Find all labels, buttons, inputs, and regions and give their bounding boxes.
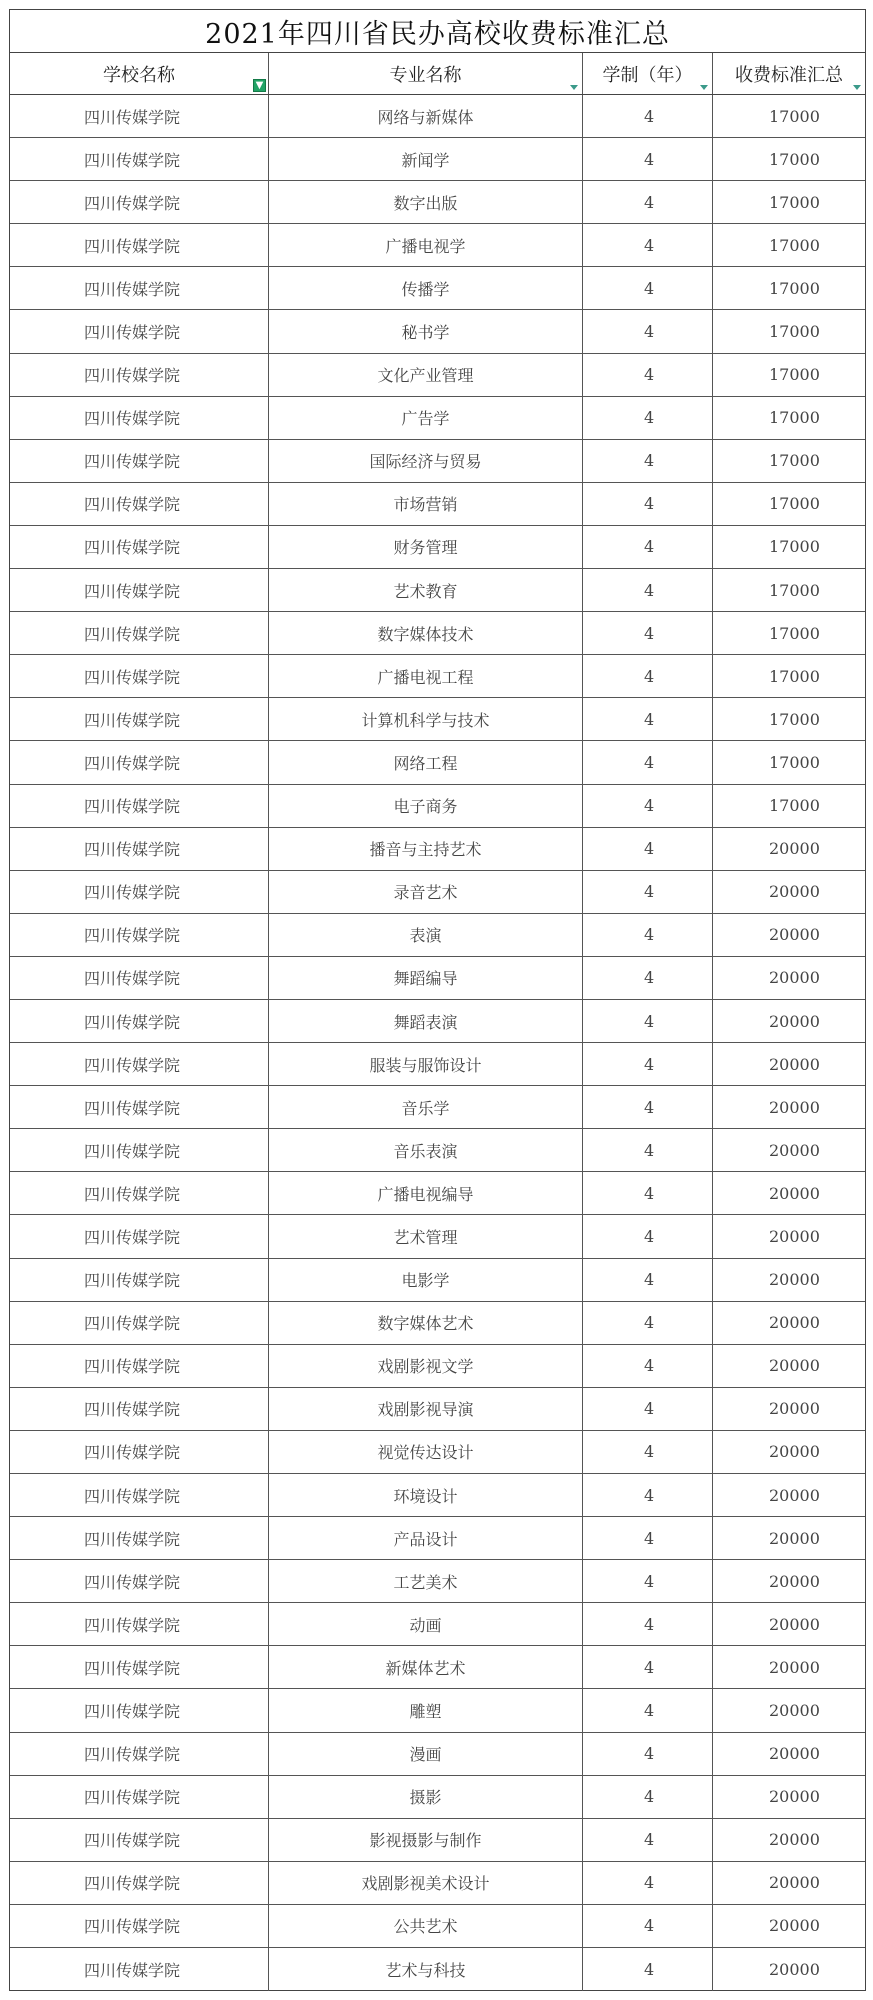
cell-school[interactable]: 四川传媒学院 — [10, 1129, 269, 1171]
table-row — [10, 1474, 865, 1517]
cell-fee[interactable]: 20000 — [769, 1356, 820, 1376]
cell-duration[interactable]: 4 — [583, 1215, 713, 1257]
cell-fee[interactable]: 17000 — [769, 365, 820, 385]
cell-duration[interactable]: 4 — [583, 1129, 713, 1171]
cell-school[interactable]: 四川传媒学院 — [10, 871, 269, 913]
header-major[interactable] — [269, 53, 583, 94]
cell-major[interactable]: 舞蹈表演 — [269, 1000, 583, 1042]
table-row — [10, 1905, 865, 1948]
cell-school[interactable]: 四川传媒学院 — [10, 526, 269, 568]
cell-school[interactable]: 四川传媒学院 — [10, 354, 269, 396]
table-row — [10, 1259, 865, 1302]
cell-major[interactable]: 新媒体艺术 — [269, 1646, 583, 1688]
header-row — [10, 53, 865, 95]
cell-fee[interactable]: 17000 — [769, 666, 820, 686]
cell-school[interactable]: 四川传媒学院 — [10, 1302, 269, 1344]
header-duration[interactable] — [583, 53, 713, 94]
cell-school[interactable]: 四川传媒学院 — [10, 1819, 269, 1861]
cell-school[interactable]: 四川传媒学院 — [10, 569, 269, 611]
table-row — [10, 1560, 865, 1603]
cell-fee[interactable]: 17000 — [769, 408, 820, 428]
dropdown-arrow-icon[interactable] — [700, 85, 708, 90]
cell-fee[interactable]: 17000 — [769, 278, 820, 298]
table-row — [10, 1388, 865, 1431]
table-row — [10, 655, 865, 698]
cell-duration[interactable]: 4 — [583, 440, 713, 482]
cell-school[interactable]: 四川传媒学院 — [10, 310, 269, 352]
cell-duration[interactable]: 4 — [583, 1000, 713, 1042]
cell-major[interactable]: 音乐表演 — [269, 1129, 583, 1171]
header-fee[interactable] — [713, 53, 865, 94]
cell-duration[interactable]: 4 — [583, 828, 713, 870]
table-row — [10, 526, 865, 569]
header-fee-label: 收费标准汇总 — [735, 64, 843, 86]
cell-duration[interactable]: 4 — [583, 1086, 713, 1128]
cell-fee[interactable]: 20000 — [769, 1442, 820, 1462]
table-title: 2021年四川省民办高校收费标准汇总 — [10, 10, 865, 53]
cell-fee[interactable]: 20000 — [769, 1140, 820, 1160]
table-row — [10, 1819, 865, 1862]
cell-school[interactable]: 四川传媒学院 — [10, 1733, 269, 1775]
cell-duration[interactable]: 4 — [583, 397, 713, 439]
cell-duration[interactable]: 4 — [583, 1431, 713, 1473]
table-row — [10, 181, 865, 224]
table-row — [10, 871, 865, 914]
cell-duration[interactable]: 4 — [583, 1172, 713, 1214]
cell-duration[interactable]: 4 — [583, 181, 713, 223]
table-row — [10, 224, 865, 267]
cell-duration[interactable]: 4 — [583, 698, 713, 740]
cell-fee[interactable]: 20000 — [769, 1270, 820, 1290]
cell-major[interactable]: 市场营销 — [269, 483, 583, 525]
cell-fee[interactable]: 20000 — [769, 1183, 820, 1203]
header-major-label: 专业名称 — [389, 64, 462, 86]
cell-fee[interactable]: 20000 — [769, 1485, 820, 1505]
cell-duration[interactable]: 4 — [583, 1733, 713, 1775]
cell-school[interactable]: 四川传媒学院 — [10, 440, 269, 482]
table-row — [10, 1862, 865, 1905]
cell-fee[interactable]: 20000 — [769, 1571, 820, 1591]
cell-major[interactable]: 音乐学 — [269, 1086, 583, 1128]
cell-fee[interactable]: 20000 — [769, 1054, 820, 1074]
table-row — [10, 138, 865, 181]
cell-school[interactable]: 四川传媒学院 — [10, 1862, 269, 1904]
cell-duration[interactable]: 4 — [583, 310, 713, 352]
cell-fee[interactable]: 17000 — [769, 106, 820, 126]
cell-major[interactable]: 艺术教育 — [269, 569, 583, 611]
cell-fee[interactable]: 17000 — [769, 451, 820, 471]
cell-fee[interactable]: 20000 — [769, 1528, 820, 1548]
cell-duration[interactable]: 4 — [583, 1517, 713, 1559]
table-row — [10, 440, 865, 483]
cell-fee[interactable]: 17000 — [769, 322, 820, 342]
cell-duration[interactable]: 4 — [583, 1603, 713, 1645]
cell-duration[interactable]: 4 — [583, 1646, 713, 1688]
table-row — [10, 1646, 865, 1689]
cell-duration[interactable]: 4 — [583, 1819, 713, 1861]
cell-duration[interactable]: 4 — [583, 526, 713, 568]
cell-school[interactable]: 四川传媒学院 — [10, 785, 269, 827]
cell-major[interactable]: 漫画 — [269, 1733, 583, 1775]
cell-fee[interactable]: 17000 — [769, 235, 820, 255]
cell-school[interactable]: 四川传媒学院 — [10, 655, 269, 697]
cell-duration[interactable]: 4 — [583, 1948, 713, 1991]
cell-duration[interactable]: 4 — [583, 1388, 713, 1430]
cell-school[interactable]: 四川传媒学院 — [10, 397, 269, 439]
cell-duration[interactable]: 4 — [583, 741, 713, 783]
cell-major[interactable]: 电子商务 — [269, 785, 583, 827]
table-row — [10, 914, 865, 957]
cell-fee[interactable]: 20000 — [769, 1787, 820, 1807]
cell-major[interactable]: 传播学 — [269, 267, 583, 309]
cell-school[interactable]: 四川传媒学院 — [10, 828, 269, 870]
table-row — [10, 95, 865, 138]
cell-major[interactable]: 艺术与科技 — [269, 1948, 583, 1991]
cell-school[interactable]: 四川传媒学院 — [10, 1172, 269, 1214]
cell-school[interactable]: 四川传媒学院 — [10, 1474, 269, 1516]
cell-school[interactable]: 四川传媒学院 — [10, 1646, 269, 1688]
cell-fee[interactable]: 20000 — [769, 1011, 820, 1031]
cell-fee[interactable]: 20000 — [769, 1614, 820, 1634]
table-row — [10, 741, 865, 784]
cell-school[interactable]: 四川传媒学院 — [10, 914, 269, 956]
cell-duration[interactable]: 4 — [583, 1560, 713, 1602]
cell-fee[interactable]: 17000 — [769, 149, 820, 169]
cell-duration[interactable]: 4 — [583, 914, 713, 956]
filter-icon[interactable]: ▼ — [253, 79, 266, 92]
cell-major[interactable]: 录音艺术 — [269, 871, 583, 913]
cell-duration[interactable]: 4 — [583, 612, 713, 654]
cell-major[interactable]: 戏剧影视美术设计 — [269, 1862, 583, 1904]
table-row — [10, 828, 865, 871]
table-row — [10, 1129, 865, 1172]
table-row — [10, 785, 865, 828]
table-row — [10, 612, 865, 655]
cell-fee[interactable]: 17000 — [769, 709, 820, 729]
cell-duration[interactable]: 4 — [583, 871, 713, 913]
cell-fee[interactable]: 20000 — [769, 925, 820, 945]
cell-school[interactable]: 四川传媒学院 — [10, 698, 269, 740]
table-row — [10, 267, 865, 310]
cell-school[interactable]: 四川传媒学院 — [10, 1043, 269, 1085]
cell-duration[interactable]: 4 — [583, 1862, 713, 1904]
table-row — [10, 397, 865, 440]
cell-major[interactable]: 广播电视工程 — [269, 655, 583, 697]
cell-major[interactable]: 网络与新媒体 — [269, 95, 583, 137]
cell-duration[interactable]: 4 — [583, 138, 713, 180]
cell-school[interactable]: 四川传媒学院 — [10, 1086, 269, 1128]
table-row — [10, 1776, 865, 1819]
cell-fee[interactable]: 20000 — [769, 839, 820, 859]
cell-major[interactable]: 秘书学 — [269, 310, 583, 352]
cell-school[interactable]: 四川传媒学院 — [10, 1689, 269, 1731]
table-row — [10, 698, 865, 741]
cell-fee[interactable]: 17000 — [769, 537, 820, 557]
cell-duration[interactable]: 4 — [583, 655, 713, 697]
table-row — [10, 1948, 865, 1991]
table-body — [10, 95, 865, 1991]
cell-major[interactable]: 摄影 — [269, 1776, 583, 1818]
cell-duration[interactable]: 4 — [583, 1776, 713, 1818]
cell-fee[interactable]: 20000 — [769, 1873, 820, 1893]
cell-major[interactable]: 国际经济与贸易 — [269, 440, 583, 482]
cell-duration[interactable]: 4 — [583, 957, 713, 999]
table-row — [10, 569, 865, 612]
table-row — [10, 483, 865, 526]
table-row — [10, 957, 865, 1000]
header-school[interactable] — [10, 53, 269, 94]
cell-major[interactable]: 视觉传达设计 — [269, 1431, 583, 1473]
cell-duration[interactable]: 4 — [583, 1905, 713, 1947]
cell-duration[interactable]: 4 — [583, 267, 713, 309]
cell-fee[interactable]: 20000 — [769, 1830, 820, 1850]
cell-school[interactable]: 四川传媒学院 — [10, 1905, 269, 1947]
cell-duration[interactable]: 4 — [583, 224, 713, 266]
cell-school[interactable]: 四川传媒学院 — [10, 957, 269, 999]
cell-major[interactable]: 动画 — [269, 1603, 583, 1645]
cell-fee[interactable]: 20000 — [769, 1701, 820, 1721]
cell-major[interactable]: 计算机科学与技术 — [269, 698, 583, 740]
cell-school[interactable]: 四川传媒学院 — [10, 1215, 269, 1257]
cell-duration[interactable]: 4 — [583, 785, 713, 827]
cell-duration[interactable]: 4 — [583, 95, 713, 137]
header-duration-label: 学制（年） — [602, 64, 693, 86]
table-row — [10, 1043, 865, 1086]
dropdown-arrow-icon[interactable] — [853, 85, 861, 90]
cell-fee[interactable]: 20000 — [769, 1916, 820, 1936]
cell-major[interactable]: 服装与服饰设计 — [269, 1043, 583, 1085]
cell-school[interactable]: 四川传媒学院 — [10, 1603, 269, 1645]
cell-major[interactable]: 戏剧影视文学 — [269, 1345, 583, 1387]
cell-duration[interactable]: 4 — [583, 1345, 713, 1387]
cell-school[interactable]: 四川传媒学院 — [10, 267, 269, 309]
cell-duration[interactable]: 4 — [583, 1474, 713, 1516]
table-row — [10, 1172, 865, 1215]
cell-major[interactable]: 艺术管理 — [269, 1215, 583, 1257]
cell-major[interactable]: 影视摄影与制作 — [269, 1819, 583, 1861]
cell-fee[interactable]: 17000 — [769, 796, 820, 816]
cell-school[interactable]: 四川传媒学院 — [10, 612, 269, 654]
cell-major[interactable]: 数字媒体艺术 — [269, 1302, 583, 1344]
cell-major[interactable]: 电影学 — [269, 1259, 583, 1301]
cell-school[interactable]: 四川传媒学院 — [10, 483, 269, 525]
cell-duration[interactable]: 4 — [583, 354, 713, 396]
cell-duration[interactable]: 4 — [583, 1259, 713, 1301]
cell-school[interactable]: 四川传媒学院 — [10, 1000, 269, 1042]
cell-major[interactable]: 工艺美术 — [269, 1560, 583, 1602]
cell-fee[interactable]: 17000 — [769, 192, 820, 212]
cell-fee[interactable]: 20000 — [769, 1097, 820, 1117]
cell-fee[interactable]: 20000 — [769, 968, 820, 988]
cell-school[interactable]: 四川传媒学院 — [10, 224, 269, 266]
cell-school[interactable]: 四川传媒学院 — [10, 181, 269, 223]
cell-major[interactable]: 数字媒体技术 — [269, 612, 583, 654]
cell-fee[interactable]: 20000 — [769, 1226, 820, 1246]
cell-school[interactable]: 四川传媒学院 — [10, 138, 269, 180]
cell-major[interactable]: 文化产业管理 — [269, 354, 583, 396]
cell-major[interactable]: 财务管理 — [269, 526, 583, 568]
cell-major[interactable]: 新闻学 — [269, 138, 583, 180]
cell-duration[interactable]: 4 — [583, 483, 713, 525]
table-row — [10, 1345, 865, 1388]
cell-school[interactable]: 四川传媒学院 — [10, 1388, 269, 1430]
table-row — [10, 1215, 865, 1258]
cell-school[interactable]: 四川传媒学院 — [10, 1776, 269, 1818]
cell-school[interactable]: 四川传媒学院 — [10, 1517, 269, 1559]
cell-school[interactable]: 四川传媒学院 — [10, 1560, 269, 1602]
cell-major[interactable]: 表演 — [269, 914, 583, 956]
cell-fee[interactable]: 20000 — [769, 1399, 820, 1419]
cell-duration[interactable]: 4 — [583, 1689, 713, 1731]
cell-major[interactable]: 播音与主持艺术 — [269, 828, 583, 870]
cell-fee[interactable]: 20000 — [769, 882, 820, 902]
cell-major[interactable]: 舞蹈编导 — [269, 957, 583, 999]
cell-fee[interactable]: 20000 — [769, 1313, 820, 1333]
cell-major[interactable]: 数字出版 — [269, 181, 583, 223]
table-row — [10, 1517, 865, 1560]
cell-fee[interactable]: 17000 — [769, 752, 820, 772]
table-row — [10, 1431, 865, 1474]
cell-major[interactable]: 广播电视学 — [269, 224, 583, 266]
cell-fee[interactable]: 17000 — [769, 623, 820, 643]
cell-major[interactable]: 戏剧影视导演 — [269, 1388, 583, 1430]
table-row — [10, 354, 865, 397]
table-row — [10, 1000, 865, 1043]
cell-duration[interactable]: 4 — [583, 1302, 713, 1344]
cell-major[interactable]: 公共艺术 — [269, 1905, 583, 1947]
cell-school[interactable]: 四川传媒学院 — [10, 95, 269, 137]
cell-major[interactable]: 环境设计 — [269, 1474, 583, 1516]
cell-school[interactable]: 四川传媒学院 — [10, 1345, 269, 1387]
header-school-label: 学校名称 — [103, 64, 175, 86]
cell-duration[interactable]: 4 — [583, 569, 713, 611]
cell-school[interactable]: 四川传媒学院 — [10, 1259, 269, 1301]
cell-major[interactable]: 雕塑 — [269, 1689, 583, 1731]
cell-fee[interactable]: 20000 — [769, 1657, 820, 1677]
cell-school[interactable]: 四川传媒学院 — [10, 1431, 269, 1473]
cell-school[interactable]: 四川传媒学院 — [10, 741, 269, 783]
cell-major[interactable]: 广播电视编导 — [269, 1172, 583, 1214]
cell-major[interactable]: 产品设计 — [269, 1517, 583, 1559]
cell-fee[interactable]: 17000 — [769, 494, 820, 514]
cell-fee[interactable]: 20000 — [769, 1744, 820, 1764]
table-row — [10, 310, 865, 353]
table-row — [10, 1733, 865, 1776]
table-row — [10, 1086, 865, 1129]
table-row — [10, 1689, 865, 1732]
spreadsheet-table — [9, 9, 866, 1991]
cell-major[interactable]: 网络工程 — [269, 741, 583, 783]
cell-school[interactable]: 四川传媒学院 — [10, 1948, 269, 1991]
dropdown-arrow-icon[interactable] — [570, 85, 578, 90]
cell-fee[interactable]: 20000 — [769, 1960, 820, 1980]
table-row — [10, 1603, 865, 1646]
table-row — [10, 1302, 865, 1345]
cell-fee[interactable]: 17000 — [769, 580, 820, 600]
cell-duration[interactable]: 4 — [583, 1043, 713, 1085]
cell-major[interactable]: 广告学 — [269, 397, 583, 439]
